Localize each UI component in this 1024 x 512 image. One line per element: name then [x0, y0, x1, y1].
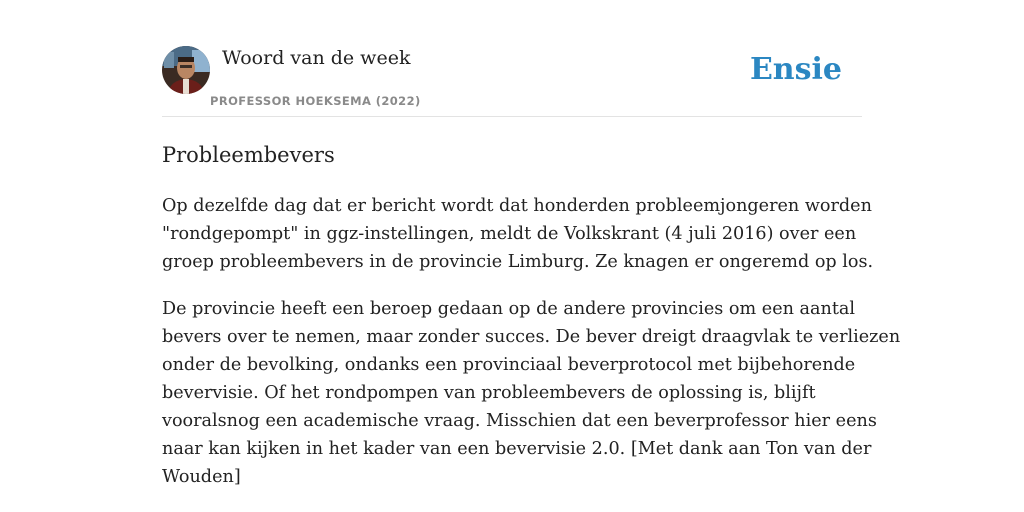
- paragraph-line: groep probleembevers in de provincie Limburg. Ze knagen er ongeremd op los.: [162, 252, 874, 272]
- article-paragraph: [162, 192, 874, 276]
- series-title[interactable]: Woord van de week: [222, 47, 411, 69]
- paragraph-line: bevervisie. Of het rondpompen van probleembevers de oplossing is, blijft: [162, 383, 816, 403]
- paragraph-line: De provincie heeft een beroep gedaan op de andere provincies om een aantal: [162, 299, 856, 319]
- author-avatar[interactable]: [162, 46, 210, 94]
- author-name[interactable]: PROFESSOR HOEKSEMA (2022): [210, 94, 421, 108]
- paragraph-line: naar kan kijken in het kader van een bevervisie 2.0. [Met dank aan Ton van der: [162, 439, 872, 459]
- article-header: [162, 46, 862, 117]
- article-card: [162, 0, 901, 512]
- article-paragraph: [162, 295, 901, 491]
- person-photo-icon: [162, 46, 210, 94]
- paragraph-line: Wouden]: [162, 467, 241, 487]
- paragraph-line: Op dezelfde dag dat er bericht wordt dat honderden probleemjongeren worden: [162, 196, 872, 216]
- paragraph-line: vooralsnog een academische vraag. Misschien dat een beverprofessor hier eens: [162, 411, 877, 431]
- paragraph-line: bevers over te nemen, maar zonder succes. De bever dreigt draagvlak te verliezen: [162, 327, 901, 347]
- brand-logo[interactable]: Ensie: [749, 52, 842, 87]
- paragraph-line: "rondgepompt" in ggz-instellingen, meldt de Volkskrant (4 juli 2016) over een: [162, 224, 857, 244]
- paragraph-line: onder de bevolking, ondanks een provinciaal beverprotocol met bijbehorende: [162, 355, 856, 375]
- article-title: Probleembevers: [162, 143, 335, 167]
